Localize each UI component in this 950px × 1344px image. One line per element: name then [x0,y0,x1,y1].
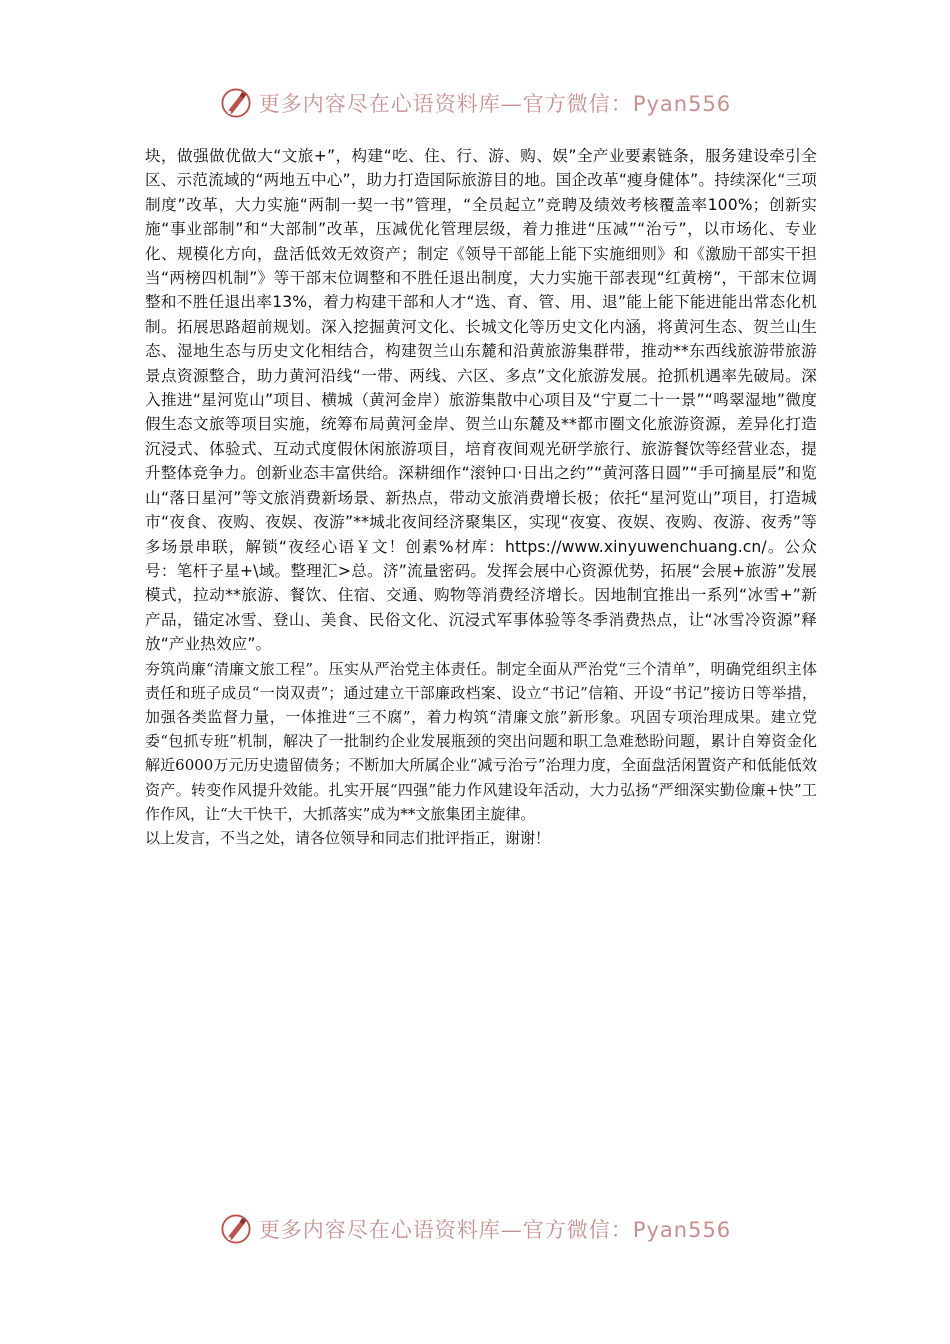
paragraph-culture-tourism: 块，做强做优做大“文旅+”，构建“吃、住、行、游、购、娱”全产业要素链条，服务建设牵引全区、示范流域的“两地五中心”，助力打造国际旅游目的地。国企改革“瘦身健体”。持续深化“三项制度”改革，大力实施“两制一契一书”管理，“全员起立”竞聘及绩效考核覆盖率100%；创新实施“事业部制”和“大部制”改革，压减优化管理层级，着力推进“压减”“治亏”，以市场化、专业化、规模化方向，盘活低效无效资产；制定《领导干部能上能下实施细则》和《激励干部实干担当“两榜四机制”》等干部末位调整和不胜任退出制度，大力实施干部表现“红黄榜”，干部末位调整和不胜任退出率13%，着力构建干部和人才“选、育、管、用、退”能上能下能进能出常态化机制。拓展思路超前规划。深入挖掘黄河文化、长城文化等历史文化内涵，将黄河生态、贺兰山生态、湿地生态与历史文化相结合，构建贺兰山东麓和沿黄旅游集群带，推动**东西线旅游带旅游景点资源整合，助力黄河沿线“一带、两线、六区、多点”文化旅游发展。抢抓机遇率先破局。深入推进“星河览山”项目、横城（黄河金岸）旅游集散中心项目及“宁夏二十一景”“鸣翠湿地”微度假生态文旅等项目实施，统筹布局黄河金岸、贺兰山东麓及**都市圈文化旅游资源，差异化打造沉浸式、体验式、互动式度假休闲旅游项目，培育夜间观光研学旅行、旅游餐饮等经营业态，提升整体竞争力。创新业态丰富供给。深耕细作“滚钟口·日出之约”“黄河落日圆”“手可摘星辰”和览山“落日星河”等文旅消费新场景、新热点，带动文旅消费增长极；依托“星河览山”项目，打造城市“夜食、夜购、夜娱、夜游”**城北夜间经济聚集区，实现“夜宴、夜娱、夜购、夜游、夜秀”等多场景串联，解锁“夜经心语￥文！创素%材库：https://www.xinyuwenchuang.cn/。公众号：笔杆子星+\域。整理汇>总。济”流量密码。发挥会展中心资源优势，拓展“会展+旅游”发展模式，拉动**旅游、餐饮、住宿、交通、购物等消费经济增长。因地制宜推出一系列“冰雪+”新产品，锚定冰雪、登山、美食、民俗文化、沉浸式军事体验等冬季消费热点，让“冰雪冷资源”释放“产业热效应”。 [145,147,817,654]
banner-text [259,88,731,118]
banner-wechat-handle: Pyan556 [632,92,732,116]
paragraph-closing-remarks: 以上发言，不当之处，请各位领导和同志们批评指正，谢谢！ [145,828,551,847]
banner-label: 更多内容尽在心语资料库—官方微信： [258,92,633,116]
footer-banner [0,1208,950,1250]
header-banner [0,82,950,124]
banner-wechat-handle: Pyan556 [632,1218,732,1242]
paragraph-integrity-project: 夯筑尚廉“清廉文旅工程”。压实从严治党主体责任。制定全面从严治党“三个清单”，明确党组织主体责任和班子成员“一岗双责”；通过建立干部廉政档案、设立“书记”信箱、开设“书记”接访日等举措，加强各类监督力量，一体推进“三不腐”，着力构筑“清廉文旅”新形象。巩固专项治理成果。建立党委“包抓专班”机制，解决了一批制约企业发展瓶颈的突出问题和职工急难愁盼问题，累计自筹资金化解近6000万元历史遗留债务；不断加大所属企业“减亏治亏”治理力度，全面盘活闲置资产和低能低效资产。转变作风提升效能。扎实开展“四强”能力作风建设年活动，大力弘扬“严细深实勤俭廉+快”工作作风，让“大干快干，大抓落实”成为**文旅集团主旋律。 [145,659,817,823]
document-body [145,144,817,850]
pen-nib-logo-icon [219,1212,253,1246]
pen-nib-logo-icon [219,86,253,120]
banner-text [259,1214,731,1244]
banner-label: 更多内容尽在心语资料库—官方微信： [258,1218,633,1242]
